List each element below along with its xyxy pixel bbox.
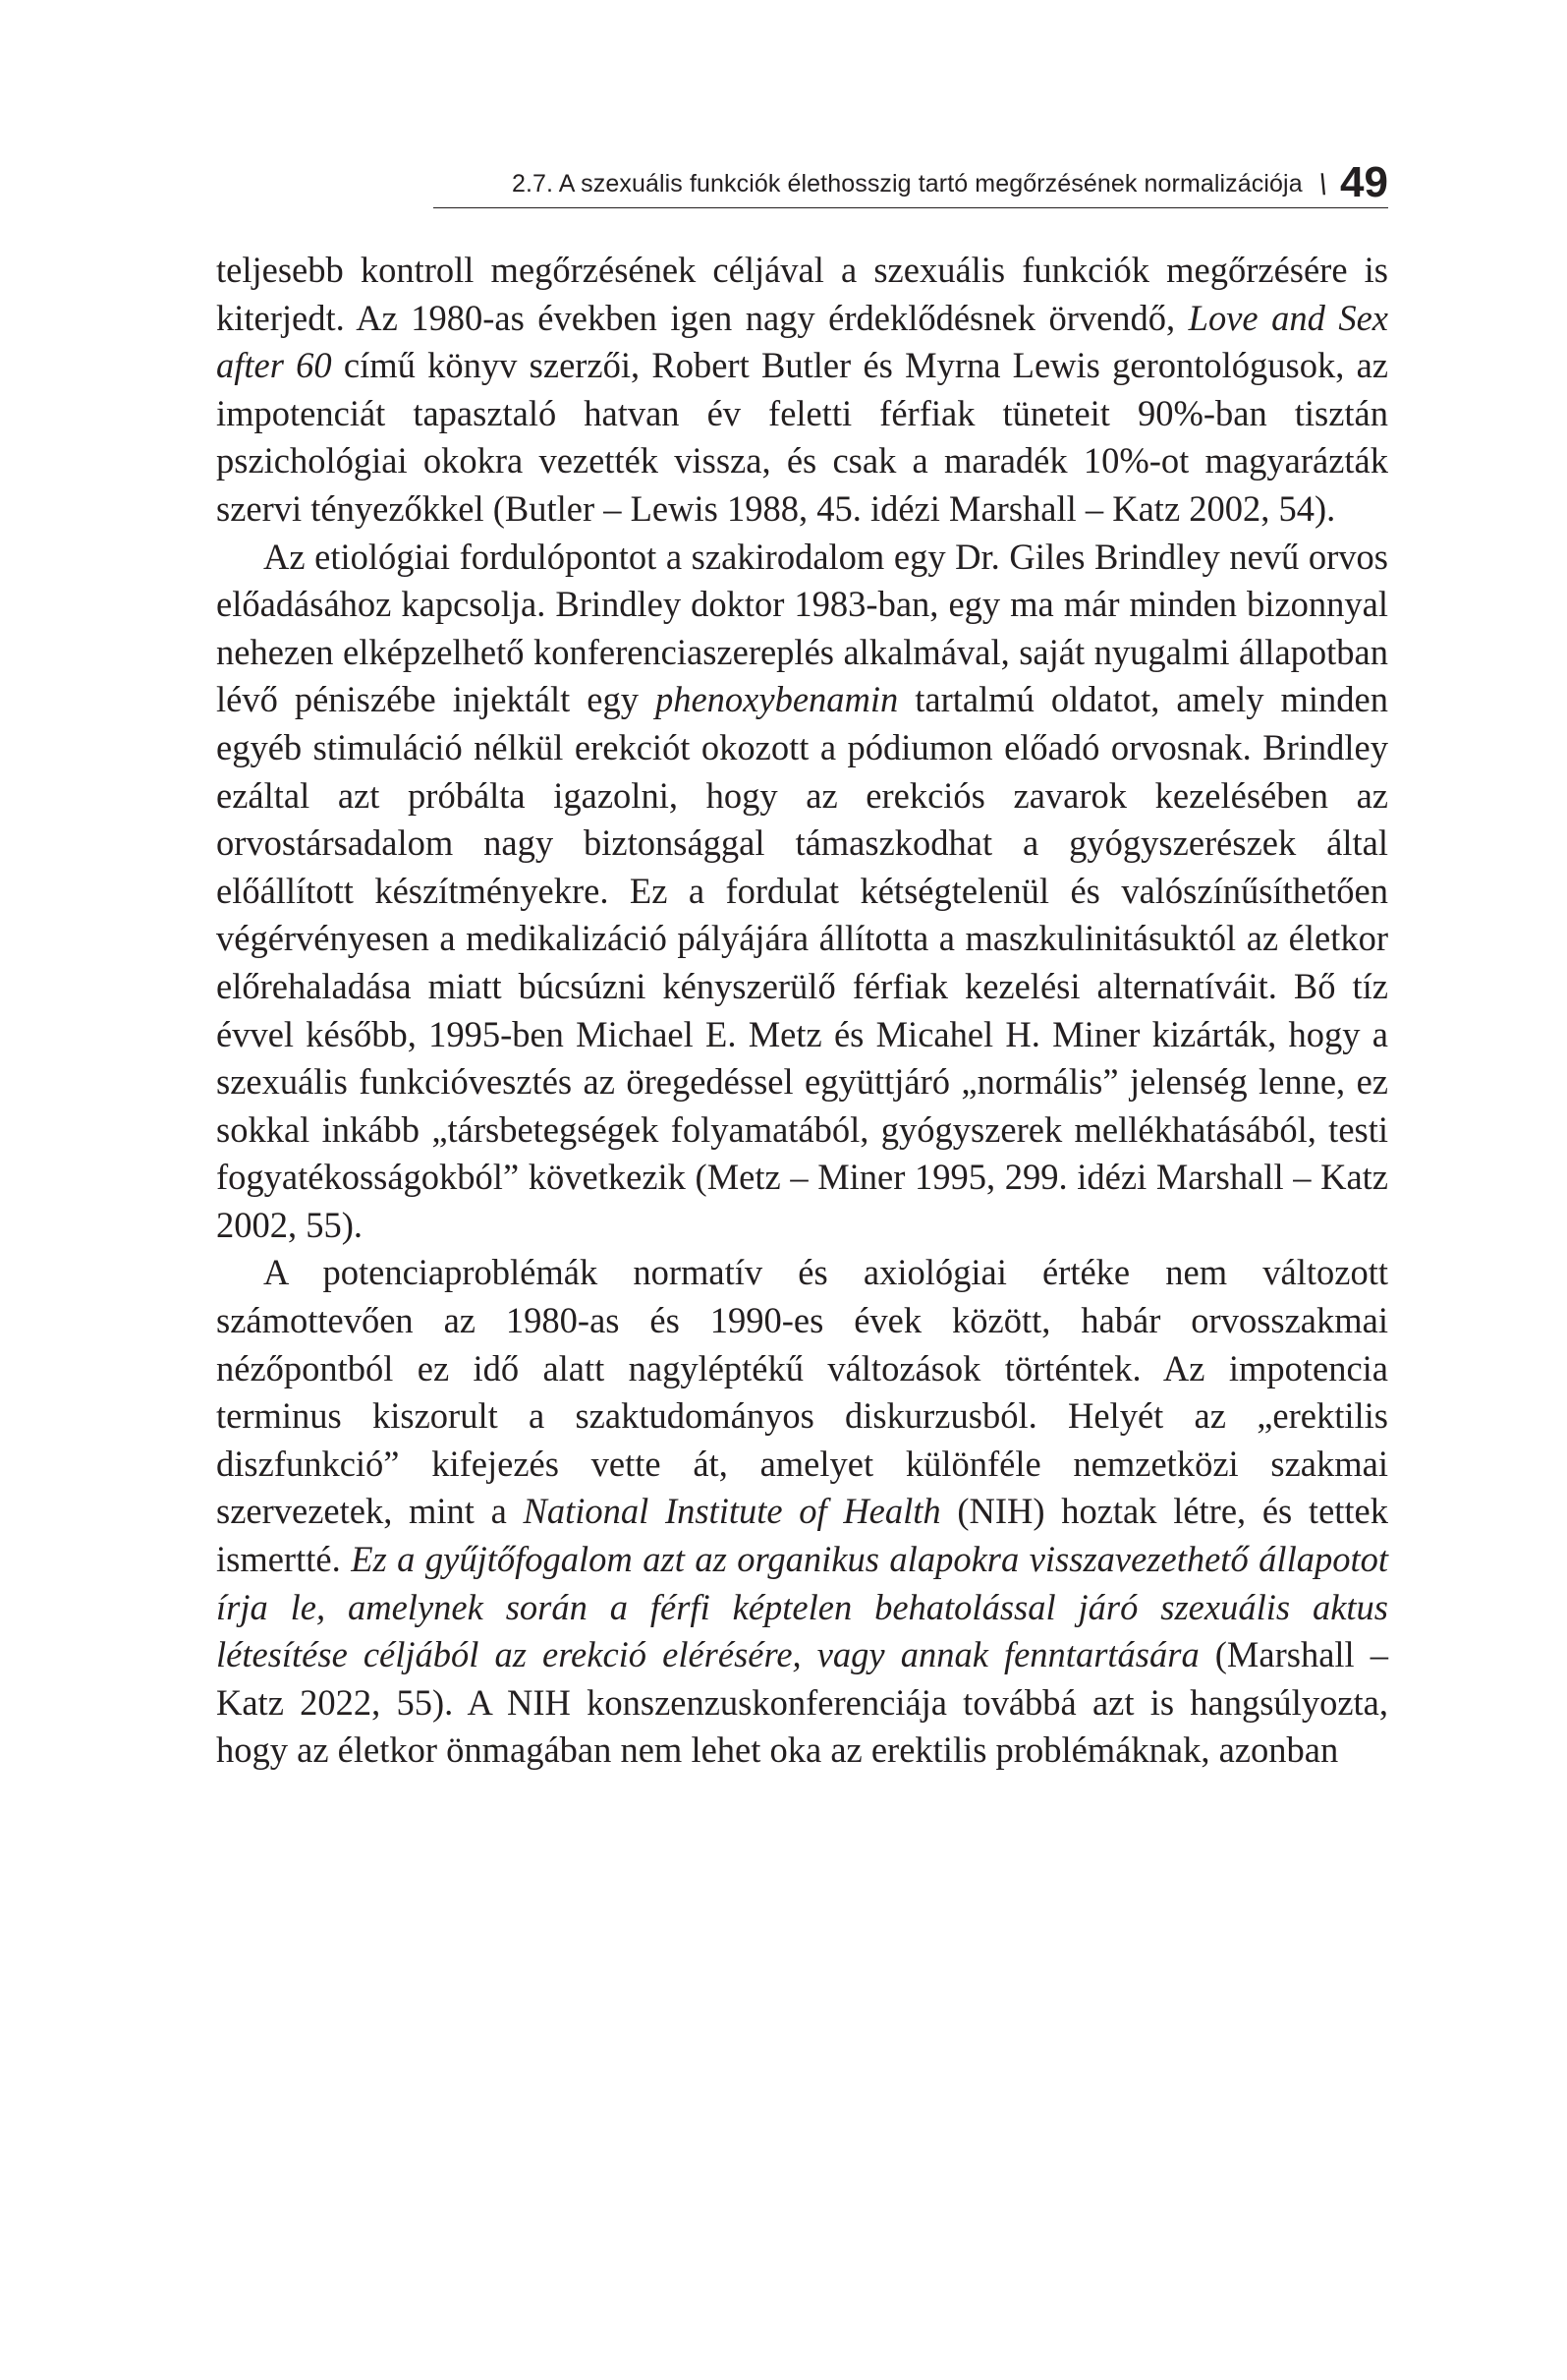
paragraph-3-text-e: (Marshall – Katz 2022, 55). A NIH konszenzuskonferenciája továbbá azt is hangsúlyozta, hogy az életkor önmagában nem lehet oka az erektilis problémáknak, azonban bbox=[216, 1634, 1388, 1771]
header-rule bbox=[433, 207, 1388, 208]
substance-italic: phenoxybenamin bbox=[654, 679, 899, 720]
body-text bbox=[216, 247, 1388, 1775]
paragraph-2-text-a: Az etiológiai fordulópontot a szakirodalom egy Dr. Giles Brindley nevű orvos előadásához kapcsolja. Brindley doktor 1983-ban, egy ma már minden bizonnyal nehezen elképzelhető konferenciaszereplés alkalmával, saját nyugalmi állapotban lévő péniszébe injektált egy bbox=[216, 536, 1388, 720]
paragraph-1-text-c: című könyv szerzői, Robert Butler és Myrna Lewis gerontológusok, az impotenciát tapasztaló hatvan év feletti férfiak tüneteit 90%-ban tisztán pszichológiai okokra vezették vissza, és csak a maradék 10%-ot magyarázták szervi tényezőkkel (Butler – Lewis 1988, 45. idézi Marshall – Katz 2002, 54). bbox=[216, 345, 1388, 529]
header-separator: \ bbox=[1315, 169, 1330, 201]
paragraph-1 bbox=[216, 247, 1388, 534]
paragraph-2 bbox=[216, 534, 1388, 1250]
paragraph-3-text-a: A potenciaproblémák normatív és axiológiai értéke nem változott számottevően az 1980-as és 1990-es évek között, habár orvosszakmai nézőpontból ez idő alatt nagyléptékű változások történtek. Az impotencia terminus kiszorult a szaktudományos diskurzusból. Helyét az „erektilis diszfunkció” kifejezés vette át, amelyet különféle nemzetközi szakmai szervezetek, mint a bbox=[216, 1252, 1388, 1532]
paragraph-1-text-a: teljesebb kontroll megőrzésének céljával a szexuális funkciók megőrzésére is kiterjedt. Az 1980-as években igen nagy érdeklődésnek örvendő, bbox=[216, 250, 1388, 338]
institute-italic: National Institute of Health bbox=[523, 1491, 941, 1532]
definition-italic: Ez a gyűjtőfogalom azt az organikus alapokra visszavezethető állapotot írja le, amelynek során a férfi képtelen behatolással járó szexuális aktus létesítése céljából az erekció elérésére, vagy annak fenntartására bbox=[216, 1539, 1388, 1675]
running-title: 2.7. A szexuális funkciók élethosszig tartó megőrzésének normalizációja bbox=[511, 170, 1303, 198]
running-header bbox=[216, 147, 1388, 206]
paragraph-2-text-c: tartalmú oldatot, amely minden egyéb stimuláció nélkül erekciót okozott a pódiumon előadó orvosnak. Brindley ezáltal azt próbálta igazolni, hogy az erekciós zavarok kezelésében az orvostársadalom nagy biztonsággal támaszkodhat a gyógyszerészek által előállított készítményekre. Ez a fordulat kétségtelenül és valószínűsíthetően végérvényesen a medikalizáció pályájára állította a maszkulinitásuktól az életkor előrehaladása miatt búcsúzni kényszerülő férfiak kezelési alternatíváit. Bő tíz évvel később, 1995-ben Michael E. Metz és Micahel H. Miner kizárták, hogy a szexuális funkcióvesztés az öregedéssel együttjáró „normális” jelenség lenne, ez sokkal inkább „társbetegségek folyamatából, gyógyszerek mellékhatásából, testi fogyatékosságokból” következik (Metz – Miner 1995, 299. idézi Marshall – Katz 2002, 55). bbox=[216, 679, 1388, 1245]
paragraph-3 bbox=[216, 1249, 1388, 1775]
book-title-italic: Love and Sex after 60 bbox=[216, 297, 1388, 386]
page-number: 49 bbox=[1340, 158, 1388, 206]
paragraph-3-text-c: (NIH) hoztak létre, és tettek ismertté. bbox=[216, 1491, 1388, 1580]
